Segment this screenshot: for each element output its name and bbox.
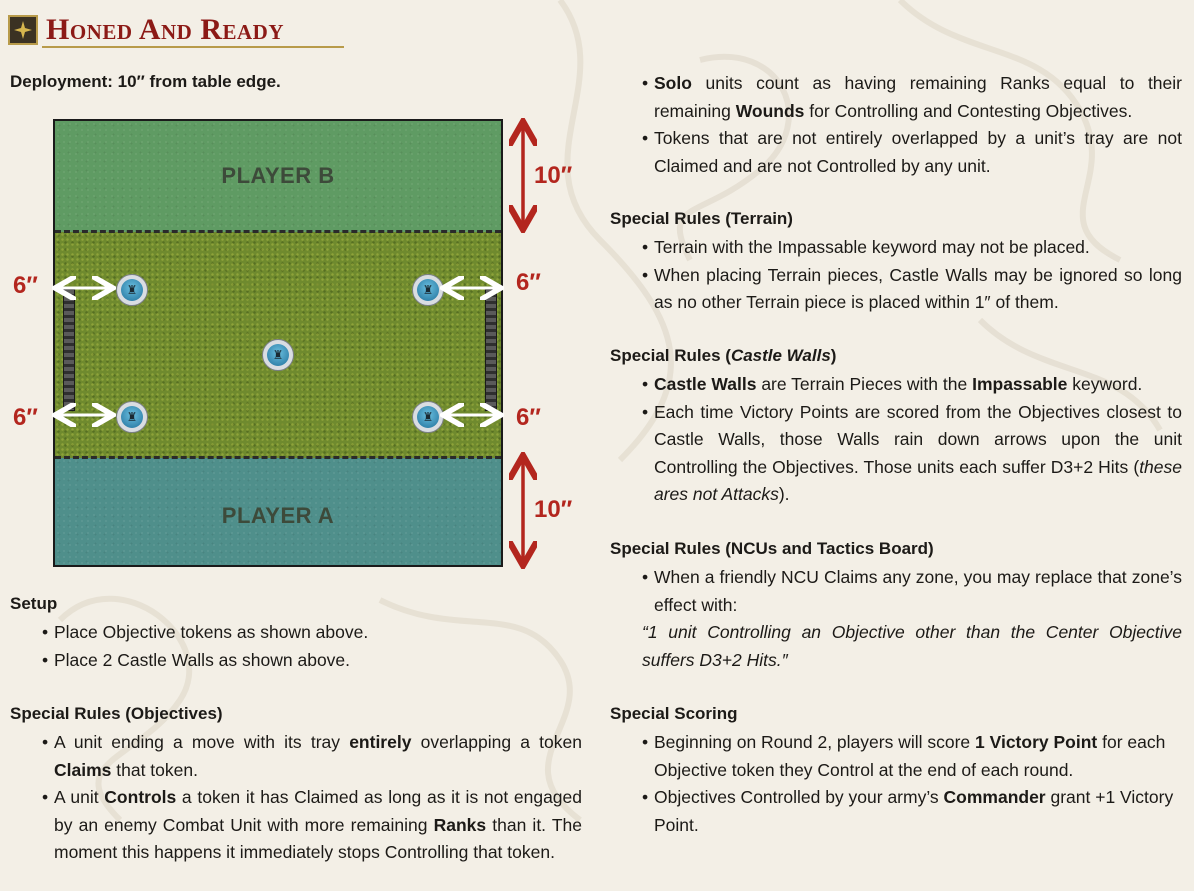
tower-icon: ♜ [121,279,143,301]
ncu-list [642,564,1182,619]
list-item: • A unit ending a move with its tray entirely overlapping a token Claims that token. [42,729,582,784]
player-a-label: PLAYER A [221,503,335,528]
castle-walls-heading: Special Rules (Castle Walls) [610,346,837,365]
measure-left-top: 6″ [13,272,38,299]
list-item: • Castle Walls are Terrain Pieces with the Impassable keyword. [642,371,1182,399]
deployment-text: Deployment: 10″ from table edge. [10,72,281,91]
setup-list [42,619,582,674]
castle-walls-list [642,371,1182,509]
list-item: • When placing Terrain pieces, Castle Walls may be ignored so long as no other Terrain piece is placed within 1″ of them. [642,262,1182,317]
tower-icon: ♜ [121,406,143,428]
player-b-label: PLAYER B [221,163,335,188]
tower-icon: ♜ [417,279,439,301]
list-item: • Terrain with the Impassable keyword may not be placed. [642,234,1182,262]
list-item: • Each time Victory Points are scored from the Objectives closest to Castle Walls, those Walls rain down arrows upon the unit Controlling the Objectives. Those units each suffer D3+2 Hits (these ares not Attacks). [642,399,1182,509]
page-title: Honed And Ready [46,13,285,46]
list-item: • Place Objective tokens as shown above. [42,619,582,647]
list-item: • When a friendly NCU Claims any zone, you may replace that zone’s effect with: [642,564,1182,619]
objectives-heading: Special Rules (Objectives) [10,704,223,723]
measure-top: 10″ [534,162,573,189]
setup-heading: Setup [10,594,58,613]
measure-left-bottom: 6″ [13,404,38,431]
scoring-list [642,729,1182,839]
scoring-heading: Special Scoring [610,704,738,723]
terrain-heading: Special Rules (Terrain) [610,209,793,228]
list-item: • Tokens that are not entirely overlapped by a unit’s tray are not Claimed and are not Controlled by any unit. [642,125,1182,180]
list-item: • Beginning on Round 2, players will score 1 Victory Point for each Objective token they Control at the end of each round. [642,729,1182,784]
measure-right-bottom: 6″ [516,404,541,431]
measure-right-top: 6″ [516,269,541,296]
tower-icon: ♜ [267,344,289,366]
list-item: • Place 2 Castle Walls as shown above. [42,647,582,675]
terrain-list [642,234,1182,317]
tower-icon: ♜ [417,406,439,428]
ncu-quote: “1 unit Controlling an Objective other than the Center Objective suffers D3+2 Hits.″ [642,622,1182,670]
objectives-list-right [642,70,1182,180]
objectives-list-left [42,729,582,867]
list-item: • Objectives Controlled by your army’s Commander grant +1 Victory Point. [642,784,1182,839]
list-item: • Solo units count as having remaining Ranks equal to their remaining Wounds for Controlling and Contesting Objectives. [642,70,1182,125]
measure-bottom: 10″ [534,496,573,523]
ncu-heading: Special Rules (NCUs and Tactics Board) [610,539,934,558]
list-item: • A unit Controls a token it has Claimed as long as it is not engaged by an enemy Combat Unit with more remaining Ranks than it. The moment this happens it immediately stops Controlling that token. [42,784,582,867]
